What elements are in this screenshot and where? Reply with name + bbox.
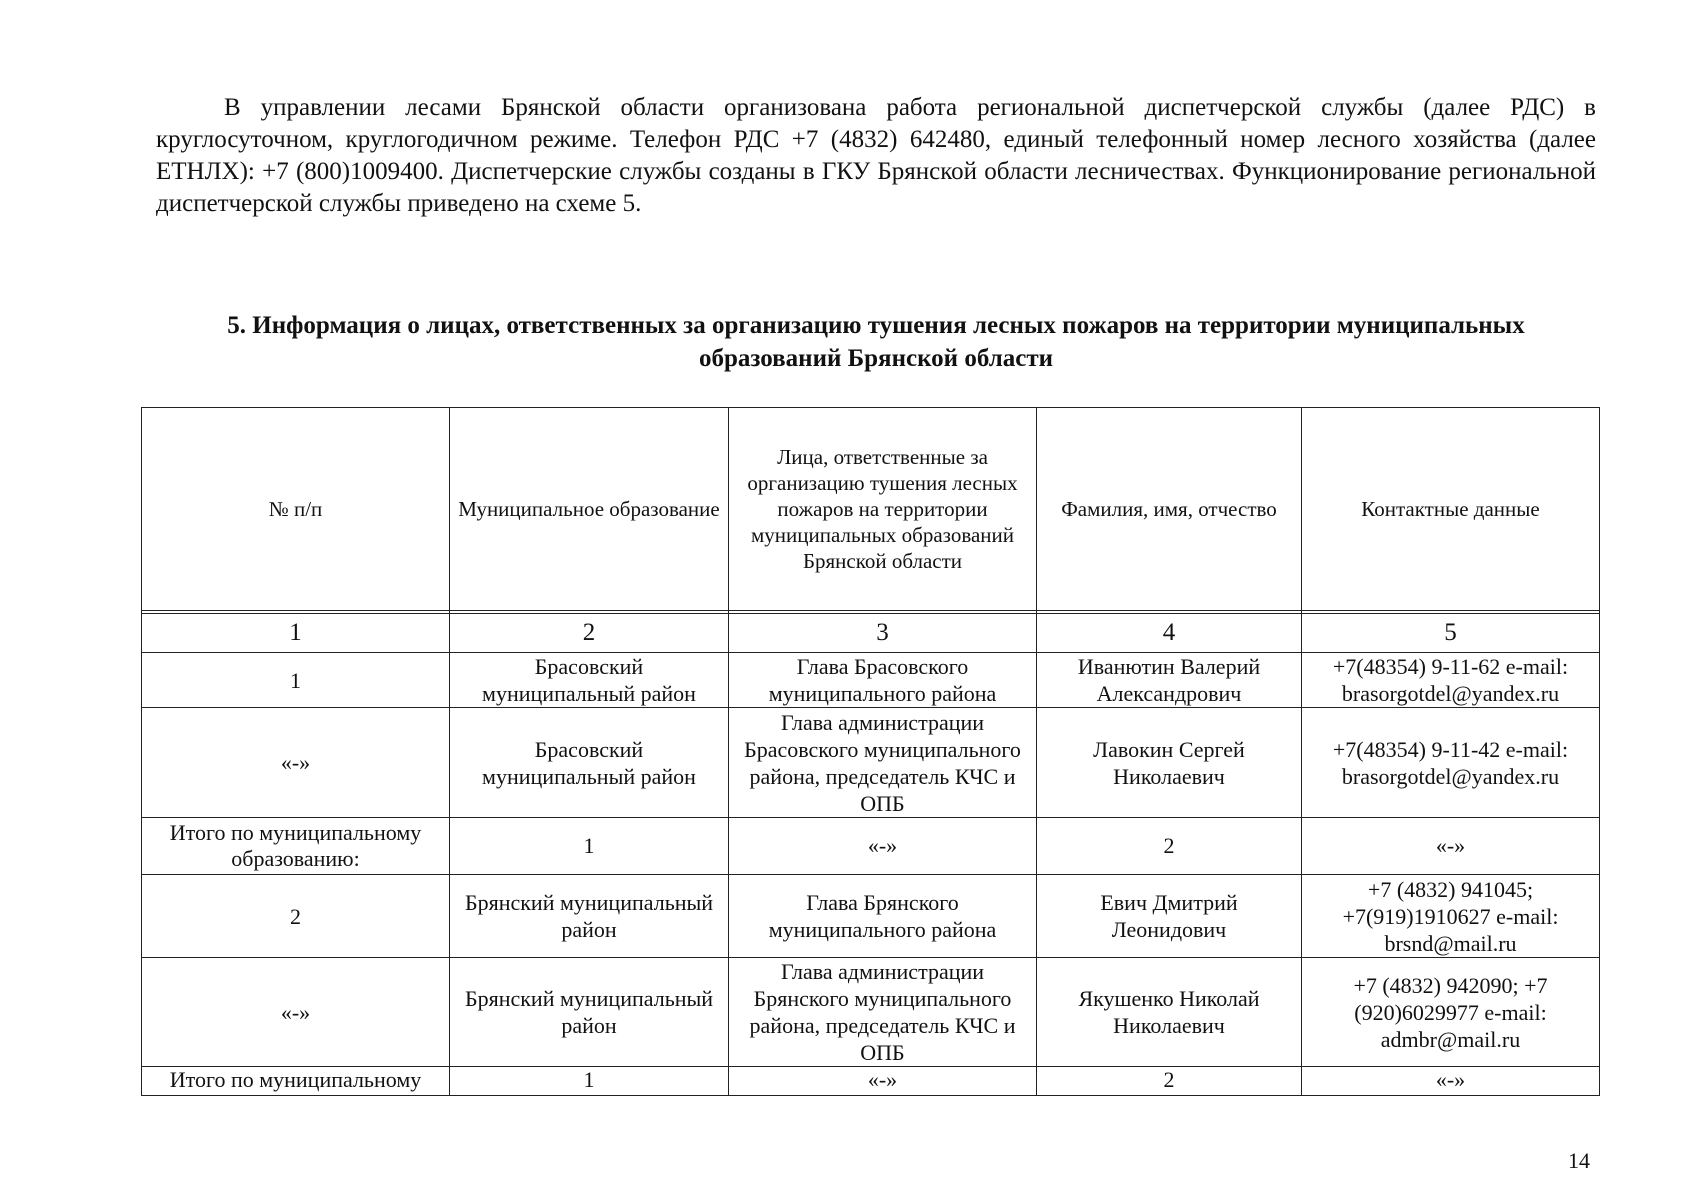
column-number-row <box>142 614 1600 653</box>
header-cell: Фамилия, имя, отчество <box>1037 408 1302 611</box>
table-cell: Итого по муниципальному образованию: <box>142 818 450 875</box>
table-cell: 1 <box>450 818 729 875</box>
intro-paragraph: В управлении лесами Брянской области организована работа региональной диспетчерской службы (далее РДС) в круглосуточном, круглогодичном режиме. Телефон РДС +7 (4832) 642480, единый телефонный номер лесного хозяйства (далее ЕТНЛХ): +7 (800)1009400. Диспетчерские службы созданы в ГКУ Брянской области лесничествах. Функционирование региональной диспетчерской службы приведено на схеме 5. <box>156 94 1596 217</box>
table-cell: «-» <box>142 958 450 1067</box>
table-cell: Глава Брянского муниципального района <box>729 875 1037 958</box>
table-total-row <box>142 1067 1600 1096</box>
table-cell: 2 <box>142 875 450 958</box>
table-cell: Брасовский муниципальный район <box>450 653 729 708</box>
table-row <box>142 653 1600 708</box>
table-cell: Иванютин Валерий Александрович <box>1037 653 1302 708</box>
header-cell: Лица, ответственные за организацию тушения лесных пожаров на территории муниципальных образований Брянской области <box>729 408 1037 611</box>
page-number: 14 <box>1568 1148 1590 1173</box>
table-cell: «-» <box>142 708 450 818</box>
table-cell: 1 <box>450 1067 729 1096</box>
header-cell: № п/п <box>142 408 450 611</box>
column-number-cell: 2 <box>450 614 729 653</box>
table-cell: Брянский муниципальный район <box>450 958 729 1067</box>
column-number-cell: 3 <box>729 614 1037 653</box>
column-number-cell: 5 <box>1302 614 1600 653</box>
table-cell: Брасовский муниципальный район <box>450 708 729 818</box>
table-cell: +7(48354) 9-11-62 e-mail: brasorgotdel@yandex.ru <box>1302 653 1600 708</box>
table-row <box>142 708 1600 818</box>
table-cell: +7(48354) 9-11-42 e-mail: brasorgotdel@yandex.ru <box>1302 708 1600 818</box>
table-cell: +7 (4832) 942090; +7 (920)6029977 e-mail: admbr@mail.ru <box>1302 958 1600 1067</box>
table-cell: Глава Брасовского муниципального района <box>729 653 1037 708</box>
table-total-row <box>142 818 1600 875</box>
header-cell: Контактные данные <box>1302 408 1600 611</box>
table-cell: 1 <box>142 653 450 708</box>
table-row <box>142 958 1600 1067</box>
table-cell: Якушенко Николай Николаевич <box>1037 958 1302 1067</box>
table-cell: Глава администрации Брасовского муниципального района, председатель КЧС и ОПБ <box>729 708 1037 818</box>
header-cell: Муниципальное образование <box>450 408 729 611</box>
table-cell: Евич Дмитрий Леонидович <box>1037 875 1302 958</box>
table-cell: «-» <box>1302 1067 1600 1096</box>
table-cell: Лавокин Сергей Николаевич <box>1037 708 1302 818</box>
responsible-persons-table <box>141 407 1600 1096</box>
column-number-cell: 4 <box>1037 614 1302 653</box>
table-cell: 2 <box>1037 1067 1302 1096</box>
column-number-cell: 1 <box>142 614 450 653</box>
table-cell: Итого по муниципальному <box>142 1067 450 1096</box>
table-header-row <box>142 408 1600 611</box>
table-cell: «-» <box>1302 818 1600 875</box>
table-cell: 2 <box>1037 818 1302 875</box>
table-row <box>142 875 1600 958</box>
table-cell: «-» <box>729 818 1037 875</box>
table-cell: «-» <box>729 1067 1037 1096</box>
section-title: 5. Информация о лицах, ответственных за организацию тушения лесных пожаров на территории муниципальных образований Брянской области <box>227 312 1525 372</box>
table-cell: +7 (4832) 941045; +7(919)1910627 e-mail: brsnd@mail.ru <box>1302 875 1600 958</box>
table-cell: Брянский муниципальный район <box>450 875 729 958</box>
table-cell: Глава администрации Брянского муниципального района, председатель КЧС и ОПБ <box>729 958 1037 1067</box>
